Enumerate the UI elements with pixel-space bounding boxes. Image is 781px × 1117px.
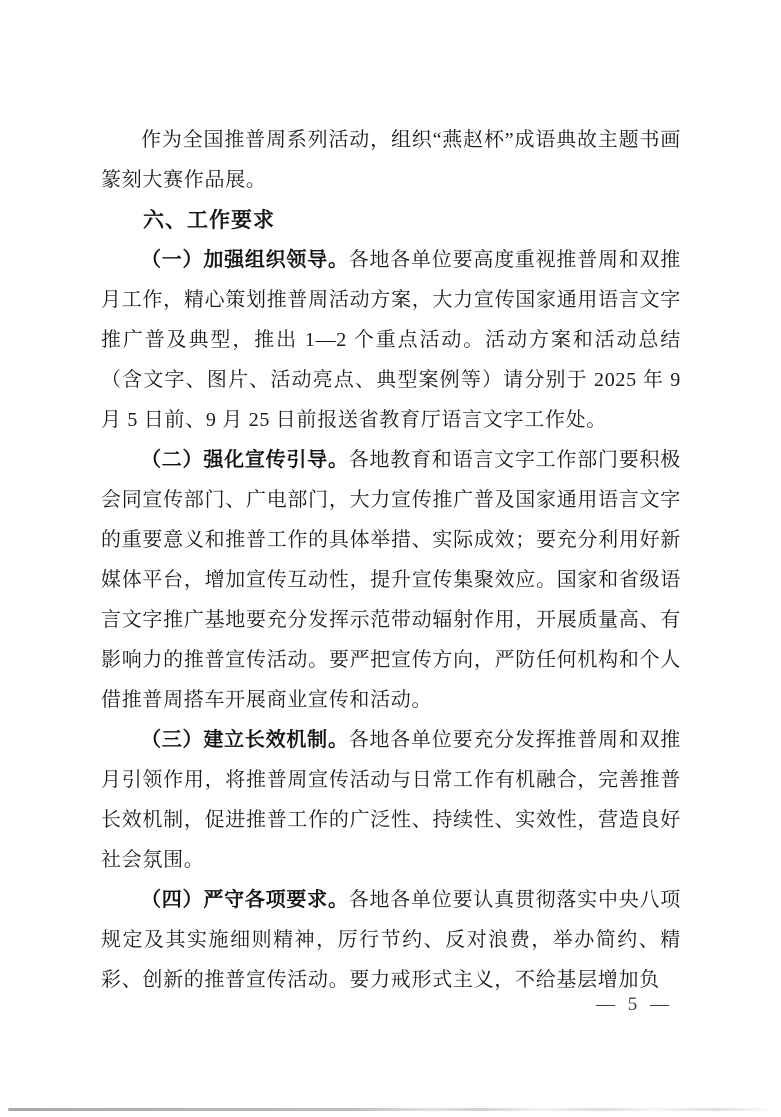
paragraph-intro: 作为全国推普周系列活动，组织“燕赵杯”成语典故主题书画篆刻大赛作品展。 <box>101 129 681 191</box>
paragraph-item-2 <box>101 440 681 720</box>
section-heading: 六、工作要求 <box>143 208 275 232</box>
paragraph-item-1 <box>101 240 681 440</box>
item-4-body: 各地各单位要认真贯彻落实中央八项规定及其实施细则精神，厉行节约、反对浪费，举办简约、精彩、创新的推普宣传活动。要力戒形式主义，不给基层增加负 <box>101 889 681 991</box>
item-3-lead: （三）建立长效机制。 <box>141 729 349 751</box>
item-2-lead: （二）强化宣传引导。 <box>141 449 349 471</box>
item-2-body: 各地教育和语言文字工作部门要积极会同宣传部门、广电部门，大力宣传推广普及国家通用语言文字的重要意义和推普工作的具体举措、实际成效；要充分利用好新媒体平台，增加宣传互动性，提升宣传集聚效应。国家和省级语言文字推广基地要充分发挥示范带动辐射作用，开展质量高、有影响力的推普宣传活动。要严把宣传方向，严防任何机构和个人借推普周搭车开展商业宣传和活动。 <box>101 449 681 711</box>
item-3-body: 各地各单位要充分发挥推普周和双推月引领作用，将推普周宣传活动与日常工作有机融合，完善推普长效机制，促进推普工作的广泛性、持续性、实效性，营造良好社会氛围。 <box>101 729 681 871</box>
item-1-body: 各地各单位要高度重视推普周和双推月工作，精心策划推普周活动方案，大力宣传国家通用语言文字推广普及典型，推出 1—2 个重点活动。活动方案和活动总结（含文字、图片、活动亮点、典型案例等）请分别于 2025 年 9 月 5 日前、9 月 25 日前报送省教育厅语言文字工作处。 <box>101 249 681 431</box>
paragraph-item-4 <box>101 880 681 1000</box>
document-body <box>101 120 681 1000</box>
scan-artifact-line <box>8 1108 768 1111</box>
item-1-lead: （一）加强组织领导。 <box>141 249 349 271</box>
paragraph-item-3 <box>101 720 681 880</box>
page-number: — 5 — <box>596 994 673 1015</box>
item-4-lead: （四）严守各项要求。 <box>141 889 349 911</box>
